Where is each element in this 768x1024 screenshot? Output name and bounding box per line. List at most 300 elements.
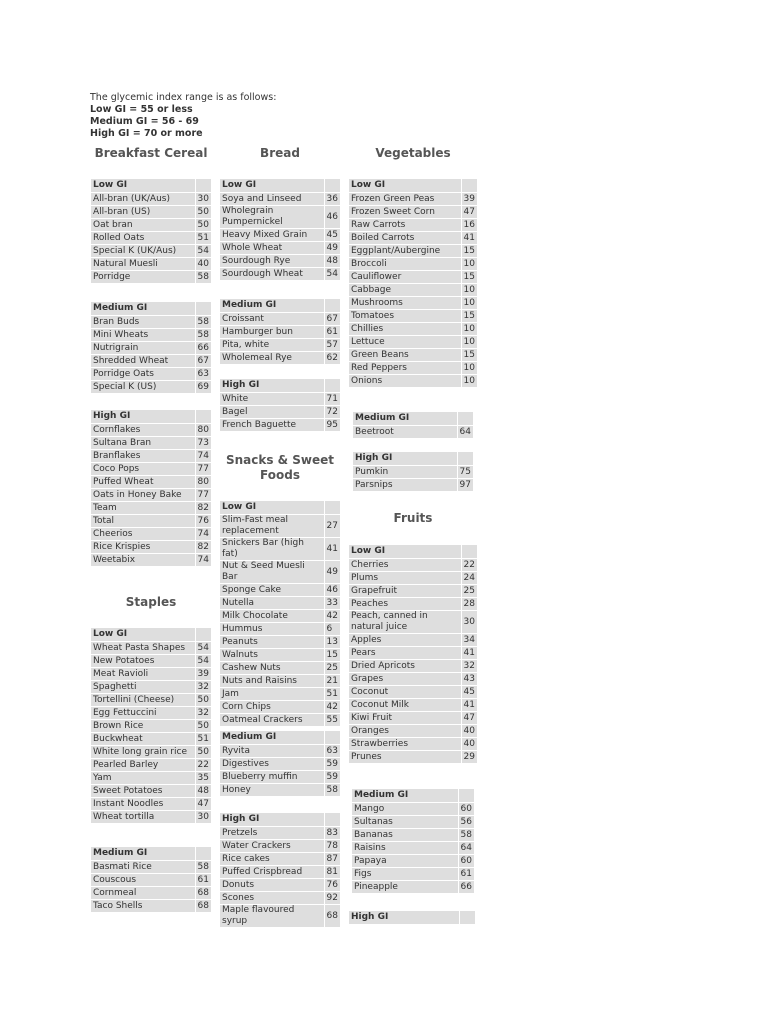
food-name: Corn Chips (220, 701, 325, 714)
table-row (91, 437, 212, 450)
gi-value: 49 (324, 242, 340, 255)
gi-value: 74 (195, 450, 211, 463)
food-name: Milk Chocolate (220, 610, 325, 623)
gi-value: 10 (461, 336, 477, 349)
gi-header-blank (457, 412, 473, 426)
table-row (352, 829, 475, 842)
food-name: Raisins (352, 842, 459, 855)
gi-value: 32 (461, 660, 477, 673)
table-row (91, 424, 212, 437)
gi-value: 50 (195, 219, 211, 232)
gi-value: 68 (324, 905, 340, 928)
table-row (220, 649, 341, 662)
gi-value: 87 (324, 853, 340, 866)
table-vegetables-high (352, 451, 474, 492)
gi-value: 49 (324, 561, 340, 584)
gi-value: 80 (195, 424, 211, 437)
table-row (352, 855, 475, 868)
gi-header-blank (324, 299, 340, 313)
food-name: Weetabix (91, 554, 196, 567)
food-name: Sultanas (352, 816, 459, 829)
gi-value: 16 (461, 219, 477, 232)
table-row (220, 352, 341, 365)
section-vegetables (348, 146, 478, 161)
gi-header-blank (195, 302, 211, 316)
gi-category-label: Medium GI (352, 789, 459, 803)
table-row (220, 538, 341, 561)
gi-header-blank (324, 813, 340, 827)
section-fruits (348, 511, 478, 526)
food-name: Cornflakes (91, 424, 196, 437)
food-name: Wheat tortilla (91, 811, 196, 824)
food-name: Peaches (349, 598, 462, 611)
gi-value: 59 (324, 758, 340, 771)
gi-value: 15 (461, 271, 477, 284)
table-row (220, 784, 341, 797)
gi-value: 74 (195, 528, 211, 541)
gi-value: 51 (195, 232, 211, 245)
food-name: All-bran (UK/Aus) (91, 193, 196, 206)
table-header-row (220, 731, 341, 745)
food-name: Oatmeal Crackers (220, 714, 325, 727)
food-name: Nut & Seed Muesli Bar (220, 561, 325, 584)
section-breakfast (90, 146, 212, 161)
gi-value: 29 (461, 751, 477, 764)
gi-value: 50 (195, 720, 211, 733)
gi-header-blank (461, 179, 477, 193)
table-row (220, 714, 341, 727)
gi-value: 21 (324, 675, 340, 688)
gi-value: 68 (195, 900, 211, 913)
table-row (91, 733, 212, 746)
gi-value: 41 (461, 647, 477, 660)
gi-value: 40 (461, 738, 477, 751)
food-name: Whole Wheat (220, 242, 325, 255)
table-snacks-high (219, 812, 341, 928)
gi-value: 46 (324, 584, 340, 597)
food-name: Coconut (349, 686, 462, 699)
gi-value: 66 (458, 881, 474, 894)
food-name: Oats in Honey Bake (91, 489, 196, 502)
gi-table (90, 627, 212, 824)
table-row (91, 368, 212, 381)
food-name: New Potatoes (91, 655, 196, 668)
gi-value: 95 (324, 419, 340, 432)
food-name: Pretzels (220, 827, 325, 840)
table-row (91, 887, 212, 900)
gi-value: 36 (324, 193, 340, 206)
table-row (91, 271, 212, 284)
table-fruits-high (348, 910, 476, 925)
table-row (220, 675, 341, 688)
gi-value: 41 (461, 232, 477, 245)
gi-value: 74 (195, 554, 211, 567)
food-name: Bagel (220, 406, 325, 419)
food-name: Buckwheat (91, 733, 196, 746)
gi-value: 59 (324, 771, 340, 784)
gi-value: 47 (461, 712, 477, 725)
gi-value: 24 (461, 572, 477, 585)
table-row (349, 559, 478, 572)
table-row (91, 874, 212, 887)
food-name: Croissant (220, 313, 325, 326)
food-name: Onions (349, 375, 462, 388)
food-name: Grapes (349, 673, 462, 686)
gi-value: 63 (195, 368, 211, 381)
gi-value: 76 (195, 515, 211, 528)
table-row (353, 466, 474, 479)
gi-value: 61 (458, 868, 474, 881)
food-name: Coco Pops (91, 463, 196, 476)
table-header-row (91, 179, 212, 193)
gi-value: 27 (324, 515, 340, 538)
food-name: White long grain rice (91, 746, 196, 759)
food-name: Parsnips (353, 479, 458, 492)
table-row (220, 393, 341, 406)
food-name: Porridge (91, 271, 196, 284)
table-row (91, 785, 212, 798)
food-name: Rice cakes (220, 853, 325, 866)
table-row (91, 381, 212, 394)
food-name: Green Beans (349, 349, 462, 362)
gi-value: 10 (461, 284, 477, 297)
table-row (220, 892, 341, 905)
gi-category-label: Low GI (220, 179, 325, 193)
food-name: Peanuts (220, 636, 325, 649)
gi-category-label: Low GI (220, 501, 325, 515)
food-name: Scones (220, 892, 325, 905)
food-name: Plums (349, 572, 462, 585)
table-row (349, 725, 478, 738)
gi-value: 10 (461, 258, 477, 271)
table-row (91, 355, 212, 368)
table-row (220, 242, 341, 255)
section-bread (219, 146, 341, 161)
table-bread-medium (219, 298, 341, 365)
food-name: Rolled Oats (91, 232, 196, 245)
gi-value: 58 (458, 829, 474, 842)
table-row (220, 313, 341, 326)
food-name: Hummus (220, 623, 325, 636)
table-row (220, 406, 341, 419)
food-name: Special K (UK/Aus) (91, 245, 196, 258)
gi-value: 41 (324, 538, 340, 561)
table-row (353, 426, 474, 439)
table-staples-low (90, 627, 212, 824)
table-row (349, 323, 478, 336)
gi-value: 64 (458, 842, 474, 855)
gi-category-label: Medium GI (220, 299, 325, 313)
table-header-row (349, 545, 478, 559)
food-name: Couscous (91, 874, 196, 887)
food-name: Snickers Bar (high fat) (220, 538, 325, 561)
food-name: Tomatoes (349, 310, 462, 323)
table-row (349, 297, 478, 310)
table-row (220, 688, 341, 701)
gi-table (90, 409, 212, 567)
food-name: Pears (349, 647, 462, 660)
gi-value: 15 (461, 349, 477, 362)
gi-table (352, 451, 474, 492)
food-name: Oranges (349, 725, 462, 738)
gi-value: 32 (195, 681, 211, 694)
table-row (349, 336, 478, 349)
table-row (220, 879, 341, 892)
gi-value: 48 (324, 255, 340, 268)
food-name: French Baguette (220, 419, 325, 432)
gi-value: 67 (324, 313, 340, 326)
table-row (220, 326, 341, 339)
gi-value: 39 (461, 193, 477, 206)
food-name: Prunes (349, 751, 462, 764)
gi-value: 34 (461, 634, 477, 647)
food-name: Slim-Fast meal replacement (220, 515, 325, 538)
food-name: Shredded Wheat (91, 355, 196, 368)
gi-header-blank (324, 731, 340, 745)
table-row (220, 745, 341, 758)
gi-value: 77 (195, 489, 211, 502)
table-fruits-medium (351, 788, 475, 894)
food-name: Oat bran (91, 219, 196, 232)
gi-value: 42 (324, 701, 340, 714)
gi-value: 62 (324, 352, 340, 365)
gi-value: 32 (195, 707, 211, 720)
gi-value: 75 (457, 466, 473, 479)
food-name: Beetroot (353, 426, 458, 439)
table-vegetables-low (348, 178, 478, 388)
gi-value: 78 (324, 840, 340, 853)
food-name: Heavy Mixed Grain (220, 229, 325, 242)
food-name: Sourdough Wheat (220, 268, 325, 281)
food-name: Egg Fettuccini (91, 707, 196, 720)
intro-low: Low GI = 55 or less (90, 104, 193, 115)
food-name: Tortellini (Cheese) (91, 694, 196, 707)
gi-header-blank (458, 789, 474, 803)
table-row (91, 258, 212, 271)
gi-value: 54 (195, 642, 211, 655)
gi-value: 13 (324, 636, 340, 649)
table-row (91, 502, 212, 515)
food-name: Yam (91, 772, 196, 785)
table-breakfast-high (90, 409, 212, 567)
gi-table (219, 298, 341, 365)
gi-value: 47 (195, 798, 211, 811)
table-row (91, 694, 212, 707)
gi-header-blank (195, 179, 211, 193)
table-snacks-medium (219, 730, 341, 797)
food-name: Raw Carrots (349, 219, 462, 232)
food-name: Mushrooms (349, 297, 462, 310)
table-header-row (91, 847, 212, 861)
table-header-row (352, 789, 475, 803)
gi-value: 47 (461, 206, 477, 219)
section-title: Staples (125, 595, 177, 609)
table-row (220, 419, 341, 432)
food-name: Pearled Barley (91, 759, 196, 772)
gi-value: 81 (324, 866, 340, 879)
food-name: Cauliflower (349, 271, 462, 284)
table-row (91, 206, 212, 219)
gi-value: 76 (324, 879, 340, 892)
gi-table (90, 301, 212, 394)
table-row (220, 623, 341, 636)
table-row (91, 541, 212, 554)
food-name: Pumkin (353, 466, 458, 479)
table-row (91, 342, 212, 355)
table-row (349, 349, 478, 362)
gi-category-label: Low GI (91, 179, 196, 193)
gi-value: 58 (195, 271, 211, 284)
table-row (91, 450, 212, 463)
gi-value: 58 (195, 861, 211, 874)
gi-category-label: Medium GI (91, 302, 196, 316)
table-row (352, 816, 475, 829)
gi-value: 10 (461, 297, 477, 310)
table-fruits-low (348, 544, 478, 764)
table-row (91, 193, 212, 206)
table-row (349, 232, 478, 245)
gi-value: 15 (324, 649, 340, 662)
food-name: Figs (352, 868, 459, 881)
gi-header-blank (457, 452, 473, 466)
food-name: Wheat Pasta Shapes (91, 642, 196, 655)
section-title: Vegetables (375, 146, 451, 160)
food-name: Soya and Linseed (220, 193, 325, 206)
gi-value: 67 (195, 355, 211, 368)
table-row (91, 329, 212, 342)
table-row (91, 528, 212, 541)
food-name: Papaya (352, 855, 459, 868)
gi-category-label: Medium GI (220, 731, 325, 745)
food-name: Porridge Oats (91, 368, 196, 381)
food-name: Walnuts (220, 649, 325, 662)
table-row (349, 193, 478, 206)
food-name: Nutella (220, 597, 325, 610)
food-name: Lettuce (349, 336, 462, 349)
table-row (353, 479, 474, 492)
gi-table (219, 178, 341, 281)
table-row (349, 738, 478, 751)
food-name: Grapefruit (349, 585, 462, 598)
gi-value: 58 (195, 316, 211, 329)
gi-value: 61 (195, 874, 211, 887)
gi-value: 68 (195, 887, 211, 900)
gi-value: 58 (195, 329, 211, 342)
section-title: Breakfast Cereal (94, 146, 208, 160)
table-bread-low (219, 178, 341, 281)
table-row (91, 681, 212, 694)
gi-value: 63 (324, 745, 340, 758)
intro-high: High GI = 70 or more (90, 128, 203, 139)
food-name: Cabbage (349, 284, 462, 297)
gi-value: 40 (461, 725, 477, 738)
gi-value: 30 (195, 811, 211, 824)
gi-table (351, 788, 475, 894)
gi-table (90, 178, 212, 284)
table-row (220, 758, 341, 771)
table-row (220, 662, 341, 675)
gi-value: 71 (324, 393, 340, 406)
gi-value: 54 (195, 245, 211, 258)
food-name: Cheerios (91, 528, 196, 541)
gi-value: 22 (461, 559, 477, 572)
food-name: Cherries (349, 559, 462, 572)
gi-value: 10 (461, 375, 477, 388)
table-breakfast-low (90, 178, 212, 284)
table-staples-medium (90, 846, 212, 913)
food-name: Boiled Carrots (349, 232, 462, 245)
table-row (220, 561, 341, 584)
food-name: Chillies (349, 323, 462, 336)
food-name: Team (91, 502, 196, 515)
food-name: Natural Muesli (91, 258, 196, 271)
table-row (91, 811, 212, 824)
food-name: Donuts (220, 879, 325, 892)
food-name: Meat Ravioli (91, 668, 196, 681)
table-row (220, 268, 341, 281)
table-row (91, 489, 212, 502)
table-row (220, 840, 341, 853)
gi-value: 97 (457, 479, 473, 492)
table-row (220, 610, 341, 623)
gi-value: 50 (195, 746, 211, 759)
table-row (91, 861, 212, 874)
food-name: Nutrigrain (91, 342, 196, 355)
gi-value: 15 (461, 310, 477, 323)
food-name: Apples (349, 634, 462, 647)
gi-category-label: High GI (353, 452, 458, 466)
gi-value: 82 (195, 541, 211, 554)
table-row (91, 463, 212, 476)
gi-value: 39 (195, 668, 211, 681)
food-name: Wholegrain Pumpernickel (220, 206, 325, 229)
food-name: Pineapple (352, 881, 459, 894)
table-row (352, 868, 475, 881)
food-name: Taco Shells (91, 900, 196, 913)
food-name: All-bran (US) (91, 206, 196, 219)
gi-category-label: High GI (220, 379, 325, 393)
food-name: Kiwi Fruit (349, 712, 462, 725)
table-header-row (220, 501, 341, 515)
section-staples (90, 595, 212, 610)
food-name: Coconut Milk (349, 699, 462, 712)
food-name: Nuts and Raisins (220, 675, 325, 688)
table-header-row (349, 911, 476, 925)
table-row (349, 362, 478, 375)
table-row (349, 284, 478, 297)
table-row (349, 634, 478, 647)
table-row (91, 772, 212, 785)
food-name: White (220, 393, 325, 406)
table-row (349, 219, 478, 232)
gi-table (219, 730, 341, 797)
food-name: Mango (352, 803, 459, 816)
gi-value: 28 (461, 598, 477, 611)
table-row (349, 660, 478, 673)
table-row (91, 232, 212, 245)
table-row (220, 853, 341, 866)
food-name: Honey (220, 784, 325, 797)
gi-value: 54 (324, 268, 340, 281)
table-row (352, 842, 475, 855)
gi-table (219, 500, 341, 727)
table-row (352, 803, 475, 816)
table-row (91, 476, 212, 489)
food-name: Wholemeal Rye (220, 352, 325, 365)
table-header-row (353, 412, 474, 426)
gi-category-label: Low GI (349, 545, 462, 559)
table-row (349, 271, 478, 284)
